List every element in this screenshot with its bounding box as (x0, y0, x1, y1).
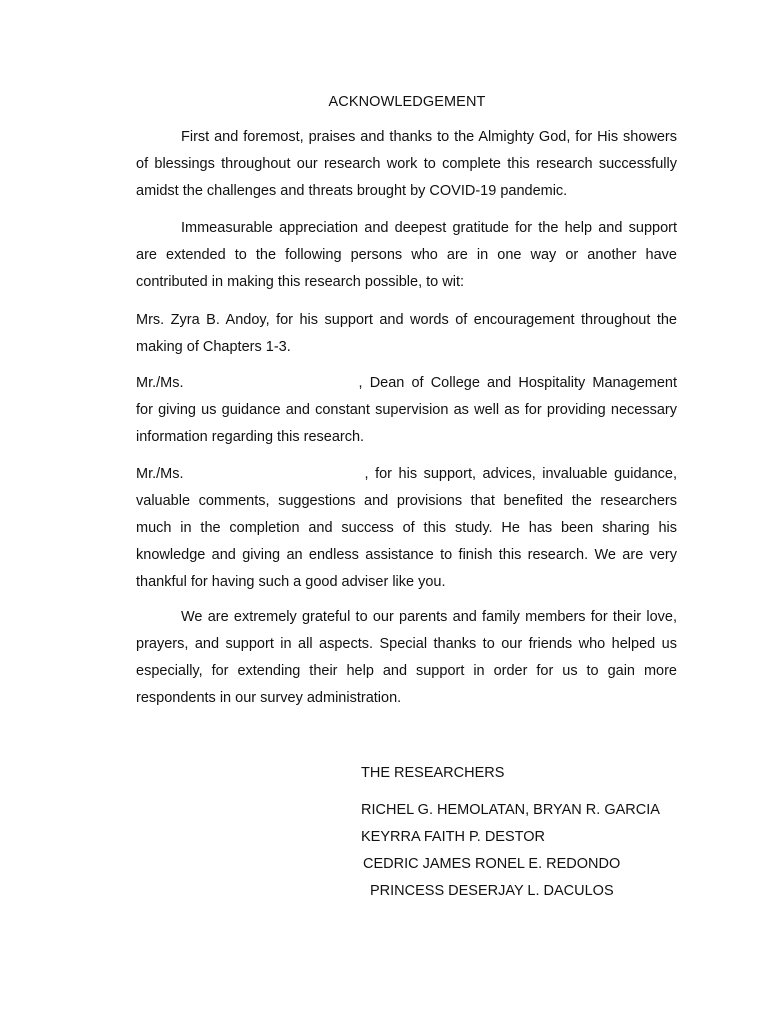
signature-heading: THE RESEARCHERS (361, 765, 505, 781)
honorific-prefix: Mr./Ms. (136, 466, 184, 482)
honorific-prefix: Mr./Ms. (136, 375, 184, 391)
paragraph-text: First and foremost, praises and thanks to the Almighty God, for His showers of blessings throughout our research work to complete this research successfully amidst the challenges and threats brought by COVID-19 pandemic. (136, 129, 677, 199)
researcher-name: CEDRIC JAMES RONEL E. REDONDO (363, 856, 621, 872)
signature-names (361, 797, 660, 905)
paragraph-praise (136, 124, 677, 205)
paragraph-text (136, 370, 677, 451)
paragraph-appreciation (136, 215, 677, 296)
researcher-name: KEYRRA FAITH P. DESTOR (361, 829, 545, 845)
paragraph-text: Mrs. Zyra B. Andoy, for his support and words of encouragement throughout the making of Chapters 1-3. (136, 312, 677, 355)
paragraph-family (136, 604, 677, 712)
researcher-name: RICHEL G. HEMOLATAN, BRYAN R. GARCIA (361, 802, 660, 818)
paragraph-text (136, 461, 677, 596)
paragraph-andoy (136, 307, 677, 361)
paragraph-dean (136, 370, 677, 451)
paragraph-rest: , Dean of College and Hospitality Management for giving us guidance and constant supervision as well as for providing necessary information regarding this research. (136, 375, 677, 445)
paragraph-text: Immeasurable appreciation and deepest gratitude for the help and support are extended to the following persons who are in one way or another have contributed in making this research possible, to wit: (136, 220, 677, 290)
page-title: ACKNOWLEDGEMENT (328, 94, 486, 110)
paragraph-adviser (136, 461, 677, 596)
paragraph-text: We are extremely grateful to our parents and family members for their love, prayers, and support in all aspects. Special thanks to our friends who helped us especially, for extending their help and support in order for us to gain more respondents in our survey administration. (136, 609, 677, 706)
paragraph-rest: , for his support, advices, invaluable guidance, valuable comments, suggestions and provisions that benefited the researchers much in the completion and success of this study. He has been sharing his knowledge and giving an endless assistance to finish this research. We are very thankful for having such a good adviser like you. (136, 466, 677, 590)
researcher-name: PRINCESS DESERJAY L. DACULOS (370, 883, 614, 899)
